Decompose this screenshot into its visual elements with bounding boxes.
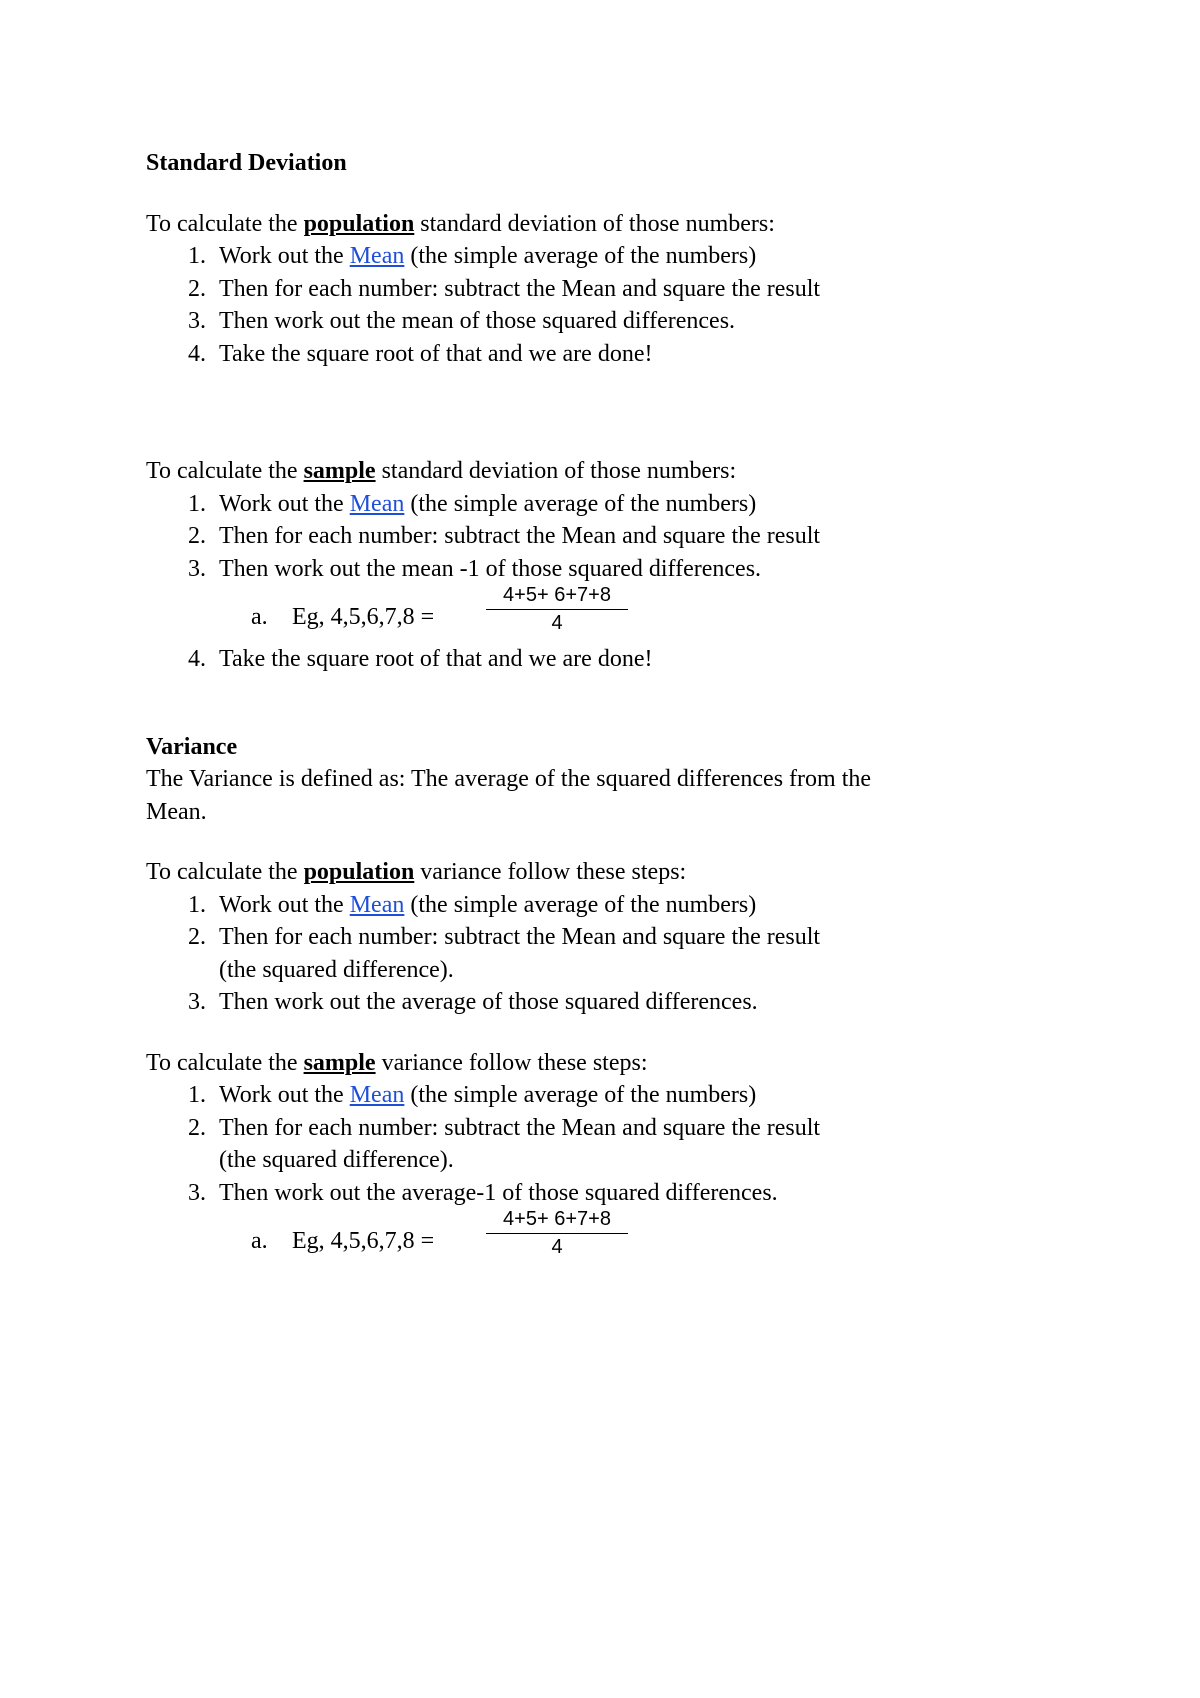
variance-example: a. Eg, 4,5,6,7,8 = $\frac{4+5+ 6+7+8}{4}$ [146, 1209, 1086, 1267]
sd-sample-intro: To calculate the sample standard deviation of those numbers: [146, 458, 737, 484]
list-item: 3. Then work out the mean of those squared differences. [188, 308, 736, 334]
variance-population-intro: To calculate the population variance follow these steps: [146, 859, 687, 885]
list-item: 1. Work out the Mean (the simple average of the numbers) [188, 891, 757, 918]
list-item: 1. Work out the Mean (the simple average of the numbers) [188, 1082, 757, 1108]
mean-link[interactable]: Mean [349, 891, 405, 918]
list-item: 2. Then for each number: subtract the Mean and square the result [188, 275, 821, 302]
variance-definition: The Variance is defined as: The average of the squared differences from the Mean. [146, 766, 872, 825]
sd-population-intro: To calculate the population standard deviation of those numbers: [146, 210, 775, 237]
fraction-numerator: 4+5+ 6+7+8 [486, 582, 628, 610]
list-item: 3. Then work out the average-1 of those squared differences. [188, 1179, 778, 1206]
example-text: Eg, 4,5,6,7,8 = [292, 1228, 435, 1254]
list-item: 1. Work out the Mean (the simple average of the numbers) [188, 243, 757, 269]
list-item: 1. Work out the Mean (the simple average of the numbers) [188, 490, 757, 517]
sd-sample-steps [146, 488, 1086, 586]
fraction-denominator: 4 [551, 1236, 563, 1258]
fraction-denominator: 4 [551, 612, 563, 634]
fraction [486, 1206, 628, 1260]
fraction [486, 582, 628, 636]
list-item: 4. Take the square root of that and we are done! [188, 646, 653, 672]
variance-sample-steps [146, 1079, 1086, 1209]
mean-link[interactable]: Mean [349, 1082, 405, 1108]
sd-sample-steps-cont [146, 643, 1086, 676]
variance-population-steps [146, 889, 1086, 1019]
list-item: 2. Then for each number: subtract the Mean and square the result (the squared difference). [188, 1114, 821, 1173]
list-item: 3. Then work out the average of those squared differences. [188, 989, 758, 1015]
fraction-numerator: 4+5+ 6+7+8 [486, 1206, 628, 1234]
list-item: 2. Then for each number: subtract the Mean and square the result (the squared difference). [188, 924, 821, 983]
mean-link[interactable]: Mean [349, 490, 405, 517]
sd-population-steps [146, 240, 1086, 370]
mean-link[interactable]: Mean [349, 243, 405, 269]
variance-sample-intro: To calculate the sample variance follow these steps: [146, 1049, 648, 1076]
sd-example: a. Eg, 4,5,6,7,8 = $\frac{4+5+ 6+7+8}{4}$ [146, 585, 1086, 643]
document-body [146, 147, 1086, 1267]
example-text: Eg, 4,5,6,7,8 = [292, 604, 435, 630]
list-item: 3. Then work out the mean -1 of those squared differences. [188, 555, 762, 582]
list-item: 4. Take the square root of that and we are done! [188, 340, 653, 367]
list-item: 2. Then for each number: subtract the Mean and square the result [188, 523, 821, 549]
variance-heading: Variance [146, 733, 238, 760]
sd-heading: Standard Deviation [146, 150, 347, 176]
